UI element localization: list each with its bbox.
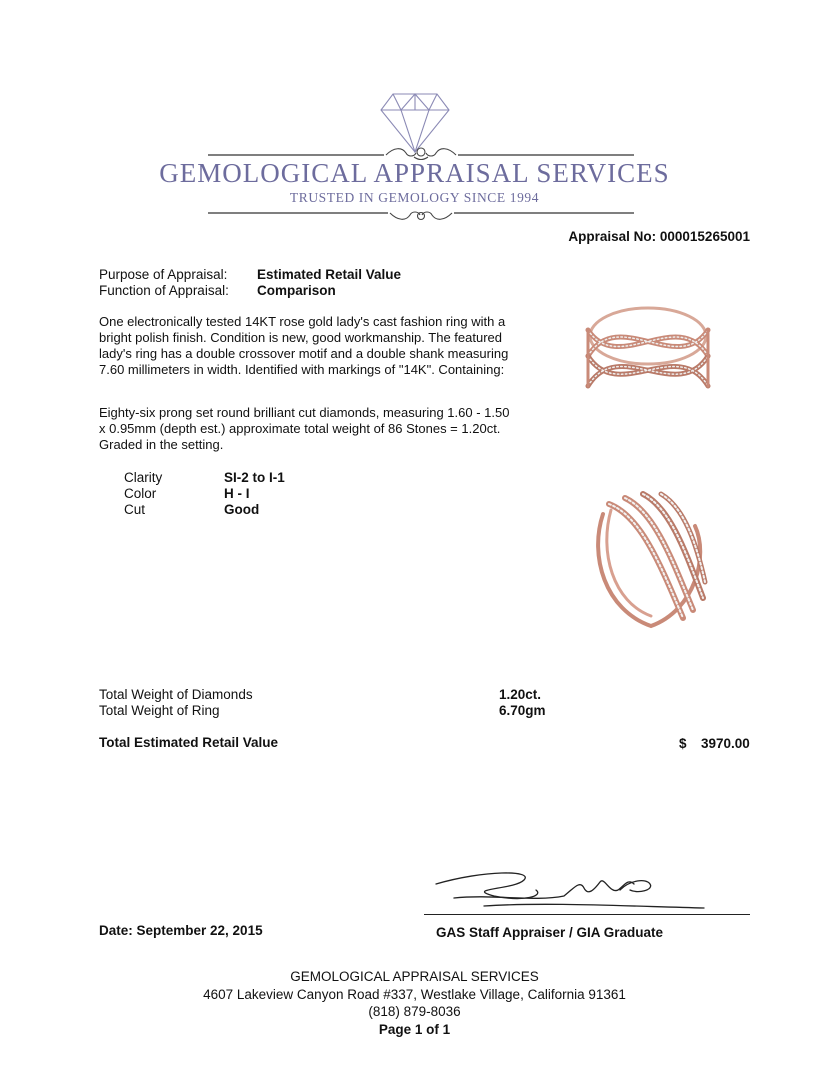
signature-line <box>424 914 750 915</box>
total-ring-label: Total Weight of Ring <box>99 703 220 718</box>
purpose-label: Purpose of Appraisal: <box>99 267 228 282</box>
company-logo-title: GEMOLOGICAL APPRAISAL SERVICES <box>159 158 670 188</box>
purpose-value: Estimated Retail Value <box>257 267 402 282</box>
clarity-value: SI-2 to I-1 <box>224 470 285 485</box>
company-tagline: TRUSTED IN GEMOLOGY SINCE 1994 <box>289 190 540 205</box>
total-diamonds-label: Total Weight of Diamonds <box>99 687 253 702</box>
ring-photo-side <box>585 486 717 636</box>
total-diamonds-value: 1.20ct. <box>499 687 542 702</box>
function-value: Comparison <box>257 283 336 298</box>
footer-company: GEMOLOGICAL APPRAISAL SERVICES <box>290 969 539 984</box>
appraiser-title: GAS Staff Appraiser / GIA Graduate <box>436 925 664 940</box>
clarity-label: Clarity <box>124 470 163 485</box>
retail-value: 3970.00 <box>701 736 750 751</box>
cut-label: Cut <box>124 502 146 517</box>
footer-address: 4607 Lakeview Canyon Road #337, Westlake Village, California 91361 <box>203 987 626 1002</box>
page-number: Page 1 of 1 <box>378 1022 451 1037</box>
total-ring-value: 6.70gm <box>499 703 546 718</box>
color-value: H - I <box>224 486 250 501</box>
appraisal-date: Date: September 22, 2015 <box>99 923 263 938</box>
diamond-description: Eighty-six prong set round brilliant cut diamonds, measuring 1.60 - 1.50 x 0.95mm (depth est.) approximate total weight of 86 Stones = 1.20ct. Graded in the setting. <box>99 405 510 452</box>
header-rule-bottom <box>208 203 634 223</box>
retail-value-label: Total Estimated Retail Value <box>99 735 279 750</box>
function-label: Function of Appraisal: <box>99 283 229 298</box>
color-label: Color <box>124 486 157 501</box>
ring-description: One electronically tested 14KT rose gold lady's cast fashion ring with a bright polish finish. Condition is new, good workmanship. The featured lady's ring has a double crossover motif and a double shank measuring 7.60 millimeters in width. Identified with markings of "14K". Containing: <box>99 314 509 377</box>
appraiser-signature <box>424 866 724 918</box>
retail-currency: $ <box>679 736 687 751</box>
cut-value: Good <box>224 502 260 517</box>
ring-photo-top <box>578 296 718 418</box>
appraisal-number: Appraisal No: 000015265001 <box>568 229 750 244</box>
footer-phone: (818) 879-8036 <box>368 1004 461 1019</box>
